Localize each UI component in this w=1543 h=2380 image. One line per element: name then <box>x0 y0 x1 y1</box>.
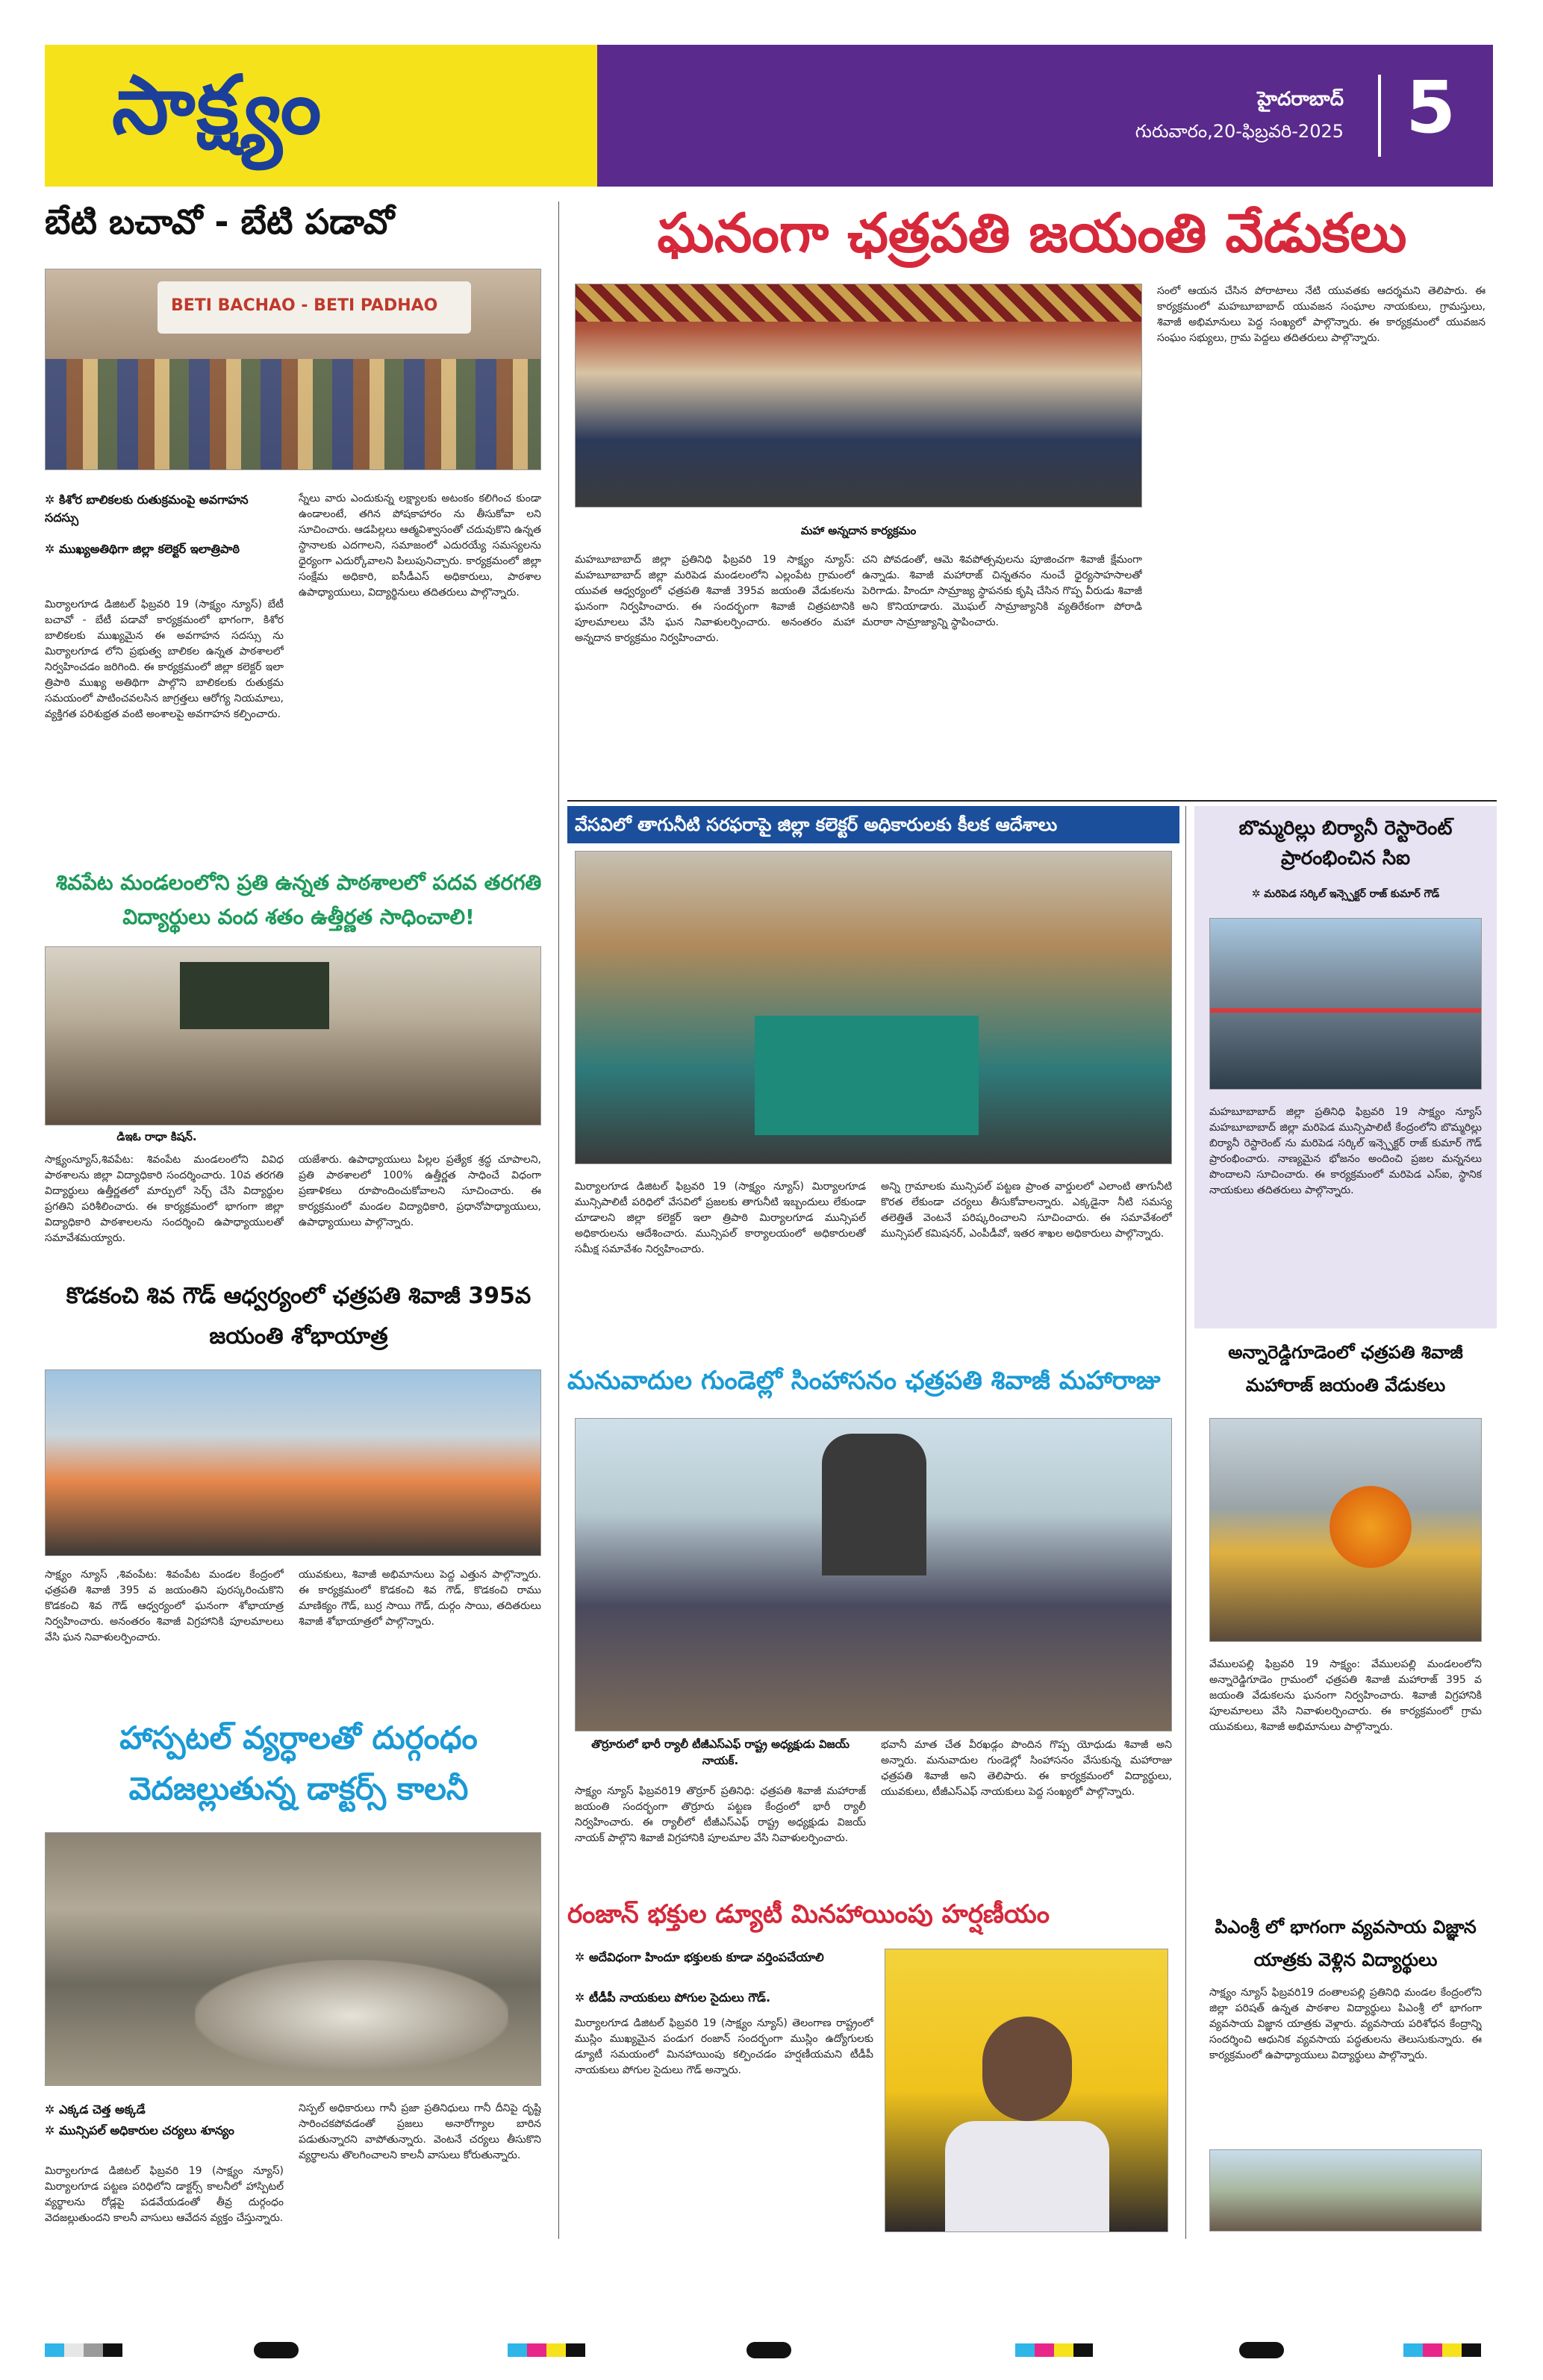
manuvadula-col2: భవానీ మాత చేత వీరఖడ్గం పొందిన గొప్ప యోధుడు శివాజీ అని అన్నారు. మనువాదుల గుండెల్లో సింహాసనం వేసుకున్న మహారాజు ఛత్రపతి శివాజీ అని తెలిపారు. ఈ కార్యక్రమంలో విద్యార్థులు, యువకులు, టీజీఎస్ఎఫ్ నాయకులు పెద్ద సంఖ్యలో పాల్గొన్నారు. <box>881 1739 1172 1798</box>
story-manuvadula <box>567 1366 1179 1888</box>
headline-biryani: బొమ్మరిల్లు బిర్యానీ రెస్టారెంట్ ప్రారంభించిన సిఐ <box>1238 817 1453 869</box>
beti-crowd <box>46 359 541 470</box>
headline-shivaji: ఘనంగా ఛత్రపతి జయంతి వేడుకలు <box>657 202 1407 264</box>
masthead <box>45 45 1493 187</box>
story-ranjan <box>567 1899 1179 2235</box>
rule-shivaji-bottom <box>567 800 1497 802</box>
photo-hospital-waste <box>45 1832 541 2086</box>
shivaji-statue <box>822 1434 926 1575</box>
biryani-subline: ✲ మరిపెడ సర్కిల్ ఇన్స్పెక్టర్ రాజ్ కుమార్ గౌడ్ <box>1251 888 1440 900</box>
masthead-divider <box>1378 75 1381 157</box>
shivapet-col1: సాక్ష్యంన్యూస్,శివపేట: శివంపేట మండలంలోని వివిధ పాఠశాలను జిల్లా విద్యాధికారి సందర్శించారు. 10వ తరగతి విద్యార్థులు ఉత్తీర్ణతలో మార్పులో సెర్చ్ చేసి విద్యార్థుల ప్రగతిని పరిశీలించారు. ఈ కార్యక్రమంలో భాగంగా జిల్లా విద్యాధికారి పాఠశాలలను సందర్శించి ఉపాధ్యాయులతో సమావేశమయ్యారు. <box>45 1154 284 1244</box>
ribbon <box>1210 1008 1482 1013</box>
headline-hospital: హాస్పటల్ వ్యర్ధాలతో దుర్గంధం వెదజల్లుతున్న డాక్టర్స్ కాలనీ <box>119 1720 478 1807</box>
caption-manuvadula: తొర్రూరులో భారీ ర్యాలీ టీజీఎస్ఎఫ్ రాష్ట్ర అధ్యక్షుడు విజయ్ నాయక్. <box>591 1737 850 1767</box>
headline-shivapet: శివపేట మండలంలోని ప్రతి ఉన్నత పాఠశాలలో పదవ తరగతి విద్యార్థులు వంద శతం ఉత్తీర్ణత సాధించాలి! <box>55 870 542 929</box>
story-water <box>567 806 1179 1358</box>
hospital-bullet-2: ✲ మున్సిపల్ అధికారుల చర్యలు శూన్యం <box>45 2123 234 2137</box>
photo-water-meeting <box>575 851 1172 1164</box>
register-mark <box>746 2342 791 2358</box>
photo-shivaji-annadanam <box>575 284 1142 507</box>
portrait-face <box>982 2017 1072 2121</box>
shivaji-col1: మహబూబాబాద్ జిల్లా ప్రతినిధి ఫిబ్రవరి 19 సాక్ష్యం న్యూస్: మహబూబాబాద్ జిల్లా మరిపెడ మండలంలోని ఎల్లంపేట గ్రామంలో యువత ఆధ్వర్యంలో ఛత్రపతి శివాజీ 395వ జయంతి వేడుకలను ఘనంగా నిర్వహించారు. ఈ సందర్భంగా శివాజీ చిత్రపటానికి పూలమాలలు వేసి ఘన నివాళులర్పించారు. అనంతరం మహా అన్నదాన కార్యక్రమం నిర్వహించారు. <box>575 554 855 644</box>
ranjan-bullet-1: ✲ అదేవిధంగా హిందూ భక్తులకు కూడా వర్తింపచేయాలి <box>575 1950 824 1964</box>
shivaji-tent-pattern <box>576 284 1142 322</box>
beti-banner-text: BETI BACHAO - BETI PADHAO <box>171 296 438 315</box>
column-rule-right <box>1185 806 1186 2239</box>
story-kodakanchi <box>45 1276 552 1694</box>
water-col2: అన్ని గ్రామాలకు మున్సిపల్ పట్టణ ప్రాంత వార్డులలో ఎలాంటి తాగునీటి కొరత లేకుండా చర్యలు తీసుకోవాలన్నారు. ఎక్కడైనా నీటి సమస్య తలెత్తితే వెంటనే పరిష్కరించాలని సూచించారు. ఈ సమావేశంలో మున్సిపల్ కమిషనర్, ఎంపీడీవో, ఇతర శాఖల అధికారులు పాల్గొన్నారు. <box>881 1181 1172 1240</box>
masthead-date: గురువారం,20-ఫిబ్రవరి-2025 <box>1135 121 1344 142</box>
story-biryani <box>1194 806 1497 1328</box>
register-mark <box>1239 2342 1284 2358</box>
color-bar-right <box>1403 2343 1481 2357</box>
story-hospital <box>45 1713 552 2228</box>
photo-manuvadula-rally <box>575 1418 1172 1731</box>
ranjan-col1: మిర్యాలగూడ డిజిటల్ ఫిబ్రవరి 19 (సాక్ష్యం న్యూస్) తెలంగాణ రాష్ట్రంలో ముస్లిం ముఖ్యమైన పండుగ రంజాన్ సందర్భంగా ముస్లిం ఉద్యోగులకు డ్యూటీ సమయంలో మినహాయింపు కల్పించడం హర్షణీయమని టీడీపీ నాయకులు పోగుల సైదులు గౌడ్ అన్నారు. <box>575 2017 873 2076</box>
manuvadula-col1: సాక్ష్యం న్యూస్ ఫిబ్రవరి19 తొర్రూర్ ప్రతినిధి: ఛత్రపతి శివాజీ మహారాజ్ జయంతి సందర్భంగా తొర్రూరు పట్టణ కేంద్రంలో భారీ ర్యాలీ నిర్వహించారు. ఈ ర్యాలీలో టీజీఎస్ఎఫ్ రాష్ట్ర అధ్యక్షుడు విజయ్ నాయక్ పాల్గొని శివాజీ విగ్రహానికి పూలమాల వేసి నివాళులర్పించారు. <box>575 1785 866 1844</box>
beti-col2: స్నేలు వారు ఎందుకున్న లక్ష్యాలకు అటంకం కలిగించ కుండా ఉండాలంటే, తగిన పోషకాహారం ను తీసుకోవా లని సూచించారు. ఆడపిల్లలు ఆత్మవిశ్వాసంతో చదువుకొని ఉన్నత స్థానాలకు ఎదగాలని, సమాజంలో ఎదురయ్యే సమస్యలను ధైర్యంగా ఎదుర్కోవాలని పిలుపునిచ్చారు. కార్యక్రమంలో జిల్లా సంక్షేమ అధికారి, ఐసీడీఎస్ అధికారులు, పాఠశాల ఉపాధ్యాయులు, విద్యార్థినులు తదితరులు పాల్గొన్నారు. <box>299 493 541 599</box>
story-shivapet <box>45 866 552 1254</box>
headline-kodakanchi: కొడకంచి శివ గౌడ్ ఆధ్వర్యంలో ఛత్రపతి శివాజీ 395వ జయంతి శోభాయాత్ర <box>66 1283 532 1349</box>
garland <box>1330 1486 1412 1568</box>
biryani-body: మహబూబాబాద్ జిల్లా ప్రతినిధి ఫిబ్రవరి 19 సాక్ష్యం న్యూస్ మహబూబాబాద్ జిల్లా మరిపెడ మున్సిపాలిటీ కేంద్రంలోని బొమ్మరిల్లు బిర్యానీ రెస్టారెంట్ ను మరిపెడ సర్కిల్ ఇన్స్పెక్టర్ రాజ్ కుమార్ గౌడ్ ప్రారంభించారు. నాణ్యమైన భోజనం అందించి ప్రజల మన్ననలు పొందాలని సూచించారు. ఈ కార్యక్రమంలో మరిపెడ ఎస్ఐ, స్థానిక నాయకులు తదితరులు పాల్గొన్నారు. <box>1209 1106 1482 1196</box>
hospital-bullet-1: ✲ ఎక్కడ చెత్త అక్కడే <box>45 2102 146 2117</box>
headline-pmshri: పిఎంశ్రీ లో భాగంగా వ్యవసాయ విజ్ఞాన యాత్రకు వెళ్లిన విద్యార్థులు <box>1215 1917 1477 1970</box>
ranjan-bullet-2: ✲ టీడీపీ నాయకులు పోగుల సైదులు గౌడ్. <box>575 1990 771 2005</box>
beti-col1: మిర్యాలగూడ డిజిటల్ ఫిబ్రవరి 19 (సాక్ష్యం న్యూస్) బేటీ బచావో - బేటీ పడావో కార్యక్రమంలో భాగంగా, కిశోర బాలికలకు ముఖ్యమైన ఈ అవగాహన సదస్సు ను మిర్యాలగూడ లోని ప్రభుత్వ బాలికల ఉన్నత పాఠశాలలో నిర్వహించడం జరిగింది. ఈ కార్యక్రమంలో జిల్లా కలెక్టర్ ఇలా త్రిపాఠి ముఖ్య అతిథిగా పాల్గొని బాలికలకు రుతుక్రమ సమయంలో పాటించవలసిన జాగ్రత్తలు ఆరోగ్య నియమాలు, వ్యక్తిగత పరిశుభ్రత వంటి అంశాలపై అవగాహన కల్పించారు. <box>45 599 284 720</box>
bullet-mark: ✲ <box>575 1990 589 2005</box>
story-beti <box>45 202 552 851</box>
headline-beti: బేటి బచావో - బేటి పడావో <box>45 202 395 242</box>
register-mark <box>254 2342 299 2358</box>
annaram-body: వేములపల్లి ఫిబ్రవరి 19 సాక్ష్యం: వేములపల్లి మండలంలోని అన్నారెడ్డిగూడెం గ్రామంలో ఛత్రపతి శివాజీ మహారాజ్ 395 వ జయంతి వేడుకలను ఘనంగా నిర్వహించారు. శివాజీ విగ్రహానికి పూలమాలలు వేసి నివాళులర్పించారు. ఈ కార్యక్రమంలో గ్రామ యువకులు, శివాజీ అభిమానులు పాల్గొన్నారు. <box>1209 1658 1482 1733</box>
caption-shivaji: మహా అన్నదాన కార్యక్రమం <box>800 524 917 537</box>
water-col1: మిర్యాలగూడ డిజిటల్ ఫిబ్రవరి 19 (సాక్ష్యం న్యూస్) మిర్యాలగూడ మున్సిపాలిటీ పరిధిలో వేసవిలో ప్రజలకు తాగునీటి ఇబ్బందులు లేకుండా చూడాలని జిల్లా కలెక్టర్ ఇలా త్రిపాఠి మిర్యాలగూడ మున్సిపల్ అధికారులను ఆదేశించారు. మున్సిపల్ కార్యాలయంలో అధికారులతో సమీక్ష సమావేశం నిర్వహించారు. <box>575 1181 866 1255</box>
blackboard <box>180 962 329 1029</box>
bullet-mark: ✲ <box>45 542 59 556</box>
meeting-table <box>755 1016 979 1135</box>
portrait-shirt <box>945 2121 1109 2232</box>
photo-ranjan-portrait <box>885 1949 1168 2232</box>
bullet-mark: ✲ <box>45 493 59 507</box>
color-bar-left <box>45 2343 122 2357</box>
photo-pmshri-trip <box>1209 2149 1482 2231</box>
photo-annaram-statue <box>1209 1418 1482 1642</box>
beti-bullet-1: ✲ కిశోర బాలికలకు రుతుక్రమంపై అవగాహన సదస్సు <box>45 493 249 525</box>
shivaji-col3: సంలో ఆయన చేసిన పోరాటాలు నేటి యువతకు ఆదర్శమని తెలిపారు. ఈ కార్యక్రమంలో మహబూబాబాద్ యువజన సంఘాల నాయకులు, గ్రామస్తులు, శివాజీ అభిమానులు పెద్ద సంఖ్యలో పాల్గొన్నారు. ఈ కార్యక్రమంలో యువజన సంఘం సభ్యులు, గ్రామ పెద్దలు తదితరులు పాల్గొన్నారు. <box>1157 285 1486 344</box>
hospital-col1: మిర్యాలగూడ డిజిటల్ ఫిబ్రవరి 19 (సాక్ష్యం న్యూస్) మిర్యాలగూడ పట్టణ పరిధిలోని డాక్టర్స్ కాలనీలో హాస్పిటల్ వ్యర్థాలను రోడ్లపై పడవేయడంతో తీవ్ర దుర్గంధం వెదజల్లుతుందని కాలనీ వాసులు ఆవేదన వ్యక్తం చేస్తున్నారు. <box>45 2165 284 2224</box>
hospital-col2: నిస్పల్ అధికారులు గానీ ప్రజా ప్రతినిధులు గానీ దీనిపై దృష్టి సారించకపోవడంతో ప్రజలు అనారోగ్యాల బారిన పడుతున్నారని వాపోతున్నారు. వెంటనే చర్యలు తీసుకొని వ్యర్థాలను తొలగించాలని కాలనీ వాసులు కోరుతున్నారు. <box>299 2102 541 2161</box>
headline-annaram: అన్నారెడ్డిగూడెంలో ఛత్రపతి శివాజీ మహారాజ్ జయంతి వేడుకలు <box>1228 1342 1463 1396</box>
color-bar-center-left <box>508 2343 585 2357</box>
bullet-mark: ✲ <box>1251 888 1265 900</box>
bullet-mark: ✲ <box>45 2102 59 2117</box>
masthead-city: హైదరాబాద్ <box>1257 88 1344 110</box>
color-bar-center-right <box>1015 2343 1093 2357</box>
bullet-mark: ✲ <box>575 1950 589 1964</box>
shivapet-col2: యజేశారు. ఉపాధ్యాయులు పిల్లల ప్రత్యేక శ్రద్ధ చూపాలని, ప్రతి పాఠశాలలో 100% ఉత్తీర్ణత సాధించే విధంగా ప్రణాళికలు రూపొందించుకోవాలని సూచించారు. ఈ కార్యక్రమంలో మండల విద్యాధికారి, ప్రధానోపాధ్యాయులు, ఉపాధ్యాయులు పాల్గొన్నారు. <box>299 1154 541 1228</box>
masthead-logo: సాక్ష్యం <box>112 58 323 152</box>
headline-water: వేసవిలో తాగునీటి సరఫరాపై జిల్లా కలెక్టర్ అధికారులకు కీలక ఆదేశాలు <box>567 806 1179 843</box>
beti-banner <box>158 281 471 334</box>
story-annaram <box>1194 1336 1497 1903</box>
headline-manuvadula: మనువాదుల గుండెల్లో సింహాసనం ఛత్రపతి శివాజీ మహారాజు <box>567 1366 1161 1396</box>
column-rule-left <box>558 202 559 2239</box>
shivaji-col2: చని పోవడంతో, ఆమె శివపోత్సవులను పూజించగా శివాజీ క్షేమంగా ఉన్నాడు. శివాజీ మహారాజ్ చిన్నతనం నుంచే ధైర్యసాహసాలతో పెరిగాడు. హిందూ సామ్రాజ్య స్థాపనకు కృషి చేసిన గొప్ప వీరుడు శివాజీ అని కొనియాడారు. మొఘల్ సామ్రాజ్యానికి వ్యతిరేకంగా పోరాడి మరాఠా సామ్రాజ్యాన్ని స్థాపించారు. <box>862 554 1142 628</box>
pmshri-body: సాక్ష్యం న్యూస్ ఫిబ్రవరి19 దంతాలపల్లి ప్రతినిధి మండల కేంద్రంలోని జిల్లా పరిషత్ ఉన్నత పాఠశాల విద్యార్థులు పిఎంశ్రీ లో భాగంగా వ్యవసాయ విజ్ఞాన యాత్రకు వెళ్లారు. వ్యవసాయ పరిశోధన కేంద్రాన్ని సందర్శించి ఆధునిక వ్యవసాయ పద్ధతులను తెలుసుకున్నారు. ఈ కార్యక్రమంలో ఉపాధ్యాయులు విద్యార్థులు పాల్గొన్నారు. <box>1209 1987 1482 2061</box>
beti-bullet-2: ✲ ముఖ్యఅతిథిగా జిల్లా కలెక్టర్ ఇలాత్రిపాఠి <box>45 542 240 556</box>
caption-shivapet: డిఇఓ రాధా కిషన్. <box>116 1130 197 1143</box>
masthead-band <box>597 45 1493 187</box>
photo-kodakanchi-rally <box>45 1369 541 1556</box>
story-pmshri <box>1194 1911 1497 2231</box>
headline-ranjan: రంజాన్ భక్తుల డ్యూటీ మినహాయింపు హర్షణీయం <box>567 1899 1050 1929</box>
kodakanchi-col2: యువకులు, శివాజీ అభిమానులు పెద్ద ఎత్తున పాల్గొన్నారు. ఈ కార్యక్రమంలో కొడకంచి శివ గౌడ్, కొడకంచి రాము మాణిక్యం గౌడ్, బుర్ర సాయి గౌడ్, దుర్గం సాయి, తదితరులు శివాజీ శోభాయాత్రలో పాల్గొన్నారు. <box>299 1569 541 1628</box>
story-shivaji <box>567 202 1497 799</box>
bullet-mark: ✲ <box>45 2123 59 2137</box>
waste-heap <box>195 1960 508 2072</box>
page-number: 5 <box>1406 66 1456 149</box>
photo-beti-meeting <box>45 269 541 470</box>
kodakanchi-col1: సాక్ష్యం న్యూస్ ,శివంపేట: శివంపేట మండల కేంద్రంలో ఛత్రపతి శివాజీ 395 వ జయంతిని పురస్కరించుకొని కొడకంచి శివ గౌడ్ ఆధ్వర్యంలో ఘనంగా శోభాయాత్ర నిర్వహించారు. అనంతరం శివాజీ విగ్రహానికి పూలమాలలు వేసి ఘన నివాళులర్పించారు. <box>45 1569 284 1643</box>
masthead-logo-panel <box>45 45 597 187</box>
photo-shivapet-classroom <box>45 946 541 1125</box>
photo-biryani-opening <box>1209 918 1482 1090</box>
